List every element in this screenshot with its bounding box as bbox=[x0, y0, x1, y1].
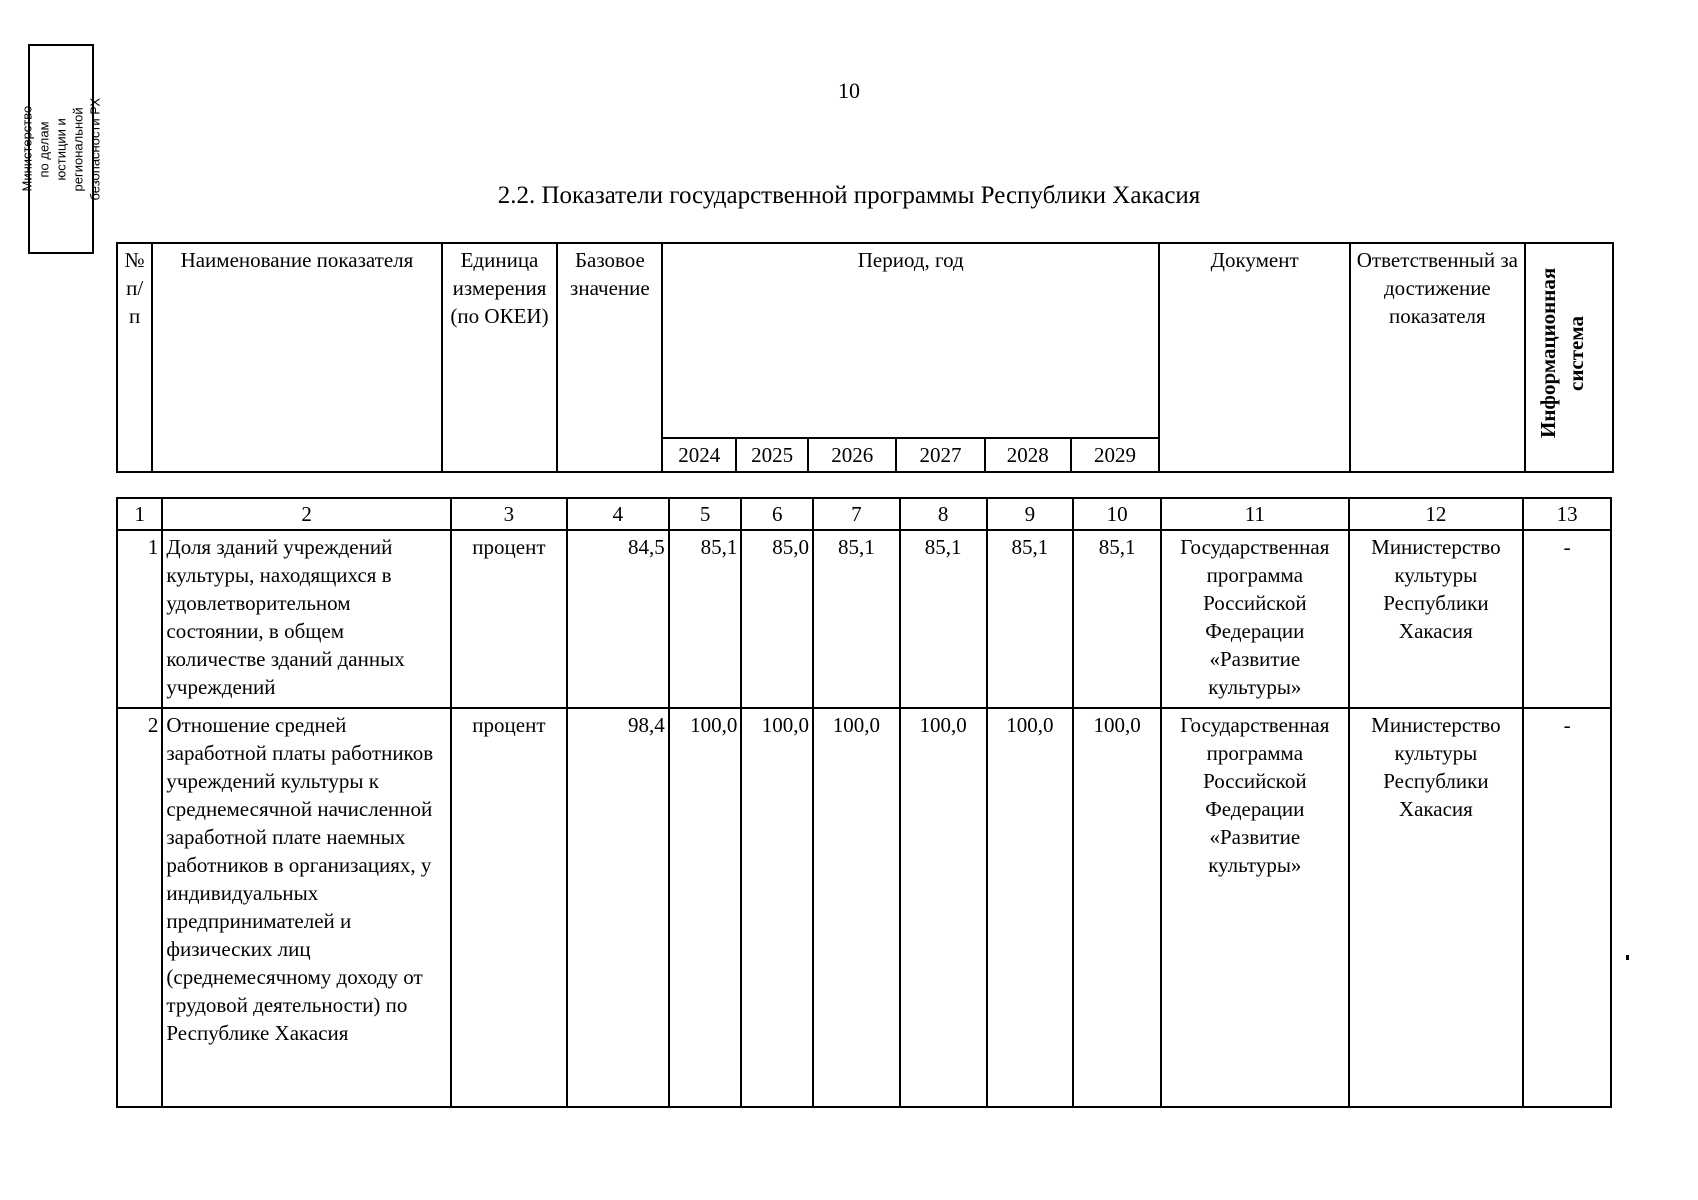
indicators-table-body bbox=[116, 497, 1612, 1108]
column-number: 10 bbox=[1073, 498, 1161, 530]
row-num: 2 bbox=[117, 708, 162, 1107]
indicator-unit: процент bbox=[451, 708, 567, 1107]
table-row bbox=[117, 708, 1611, 1107]
column-number: 12 bbox=[1349, 498, 1524, 530]
value-2028: 100,0 bbox=[987, 708, 1074, 1107]
header-year: 2028 bbox=[985, 438, 1071, 472]
indicator-document: Государственная программа Российской Федерации «Развитие культуры» bbox=[1161, 530, 1349, 708]
indicator-responsible: Министерство культуры Республики Хакасия bbox=[1349, 530, 1524, 708]
value-2026: 85,1 bbox=[813, 530, 900, 708]
value-2029: 100,0 bbox=[1073, 708, 1161, 1107]
header-name: Наименование показателя bbox=[152, 243, 441, 472]
header-year: 2029 bbox=[1071, 438, 1159, 472]
header-year: 2026 bbox=[808, 438, 896, 472]
indicator-name: Отношение средней заработной платы работников учреждений культуры к среднемесячной начисленной заработной плате наемных работников в организациях, у индивидуальных предпринимателей и физических лиц (среднемесячному доходу от трудовой деятельности) по Республике Хакасия bbox=[162, 708, 451, 1107]
indicator-responsible: Министерство культуры Республики Хакасия bbox=[1349, 708, 1524, 1107]
page-title: 2.2. Показатели государственной программы Республики Хакасия bbox=[497, 182, 1201, 209]
header-responsible: Ответственный за достижение показателя bbox=[1350, 243, 1524, 472]
header-info-system-cell bbox=[1525, 243, 1613, 472]
value-2028: 85,1 bbox=[987, 530, 1074, 708]
indicator-unit: процент bbox=[451, 530, 567, 708]
column-number: 11 bbox=[1161, 498, 1349, 530]
value-2024: 100,0 bbox=[669, 708, 742, 1107]
indicators-table-header bbox=[116, 242, 1614, 473]
header-info-system: Информационная система bbox=[1535, 267, 1588, 439]
indicator-name: Доля зданий учреждений культуры, находящихся в удовлетворительном состоянии, в общем количестве зданий данных учреждений bbox=[162, 530, 451, 708]
value-2026: 100,0 bbox=[813, 708, 900, 1107]
header-unit: Единица измерения (по ОКЕИ) bbox=[442, 243, 558, 472]
value-2025: 85,0 bbox=[741, 530, 813, 708]
table-row bbox=[117, 530, 1611, 708]
column-number: 6 bbox=[741, 498, 813, 530]
column-number: 3 bbox=[451, 498, 567, 530]
header-year: 2025 bbox=[736, 438, 808, 472]
value-2024: 85,1 bbox=[669, 530, 742, 708]
header-period: Период, год bbox=[662, 243, 1159, 438]
column-number: 1 bbox=[117, 498, 162, 530]
value-2027: 85,1 bbox=[900, 530, 987, 708]
column-number: 9 bbox=[987, 498, 1074, 530]
indicator-document: Государственная программа Российской Федерации «Развитие культуры» bbox=[1161, 708, 1349, 1107]
scan-speck bbox=[1626, 955, 1629, 960]
header-document: Документ bbox=[1159, 243, 1350, 472]
row-num: 1 bbox=[117, 530, 162, 708]
stamp-text: Министерство по делам юстиции и региональной безопасности РХ bbox=[19, 97, 103, 201]
indicator-base: 84,5 bbox=[567, 530, 669, 708]
indicator-info-system: - bbox=[1523, 708, 1611, 1107]
registration-stamp bbox=[19, 44, 103, 254]
column-number: 8 bbox=[900, 498, 987, 530]
header-year: 2024 bbox=[662, 438, 736, 472]
column-number: 5 bbox=[669, 498, 742, 530]
column-numbers-row bbox=[117, 498, 1611, 530]
value-2027: 100,0 bbox=[900, 708, 987, 1107]
header-year: 2027 bbox=[896, 438, 984, 472]
column-number: 4 bbox=[567, 498, 669, 530]
value-2029: 85,1 bbox=[1073, 530, 1161, 708]
header-base: Базовое значение bbox=[557, 243, 662, 472]
page-number: 10 bbox=[838, 78, 860, 103]
indicator-info-system: - bbox=[1523, 530, 1611, 708]
column-number: 2 bbox=[162, 498, 451, 530]
indicator-base: 98,4 bbox=[567, 708, 669, 1107]
header-num: № п/п bbox=[117, 243, 152, 472]
column-number: 7 bbox=[813, 498, 900, 530]
value-2025: 100,0 bbox=[741, 708, 813, 1107]
column-number: 13 bbox=[1523, 498, 1611, 530]
